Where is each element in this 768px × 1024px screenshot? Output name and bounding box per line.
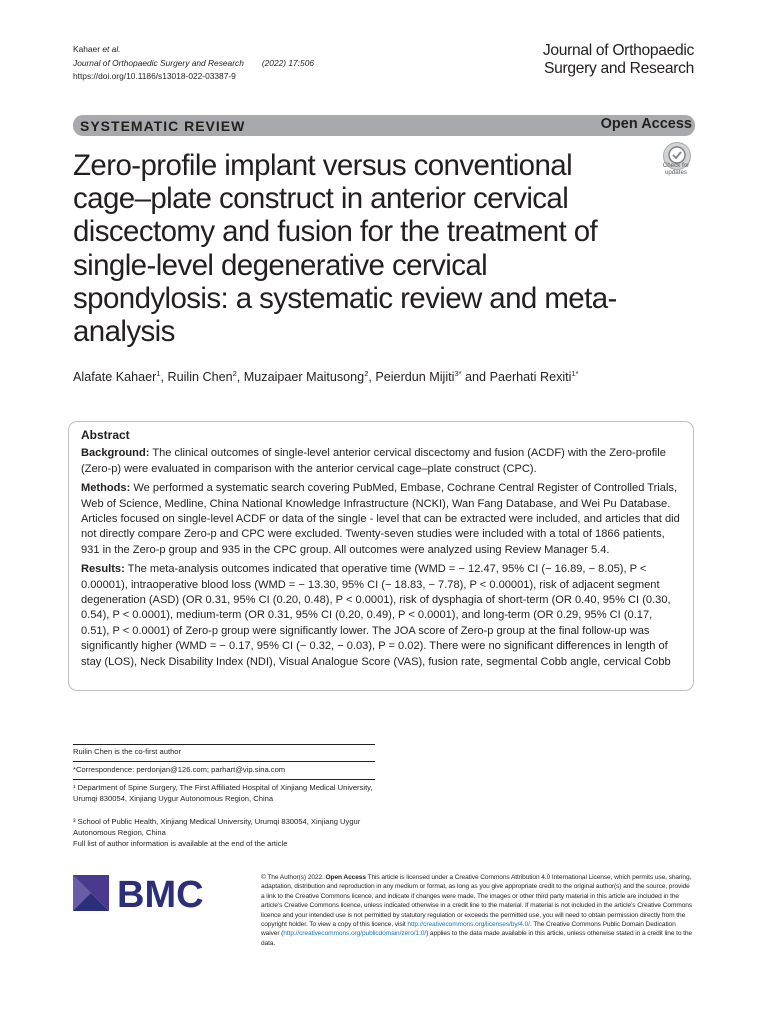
author-affiliation-marker: 1 — [156, 369, 161, 378]
affiliation-3: ³ School of Public Health, Xinjiang Medical University, Urumqi 830054, Xinjiang Uygur Autonomous Region, China — [73, 817, 361, 837]
author-affiliation-marker: 2 — [232, 369, 237, 378]
author-separator: , — [236, 370, 244, 385]
bmc-logo-text: BMC — [117, 874, 204, 914]
license-text — [261, 873, 693, 948]
author-affiliation-marker: 3* — [454, 369, 462, 378]
journal-title-line1: Journal of Orthopaedic — [542, 42, 694, 59]
author-name[interactable]: Alafate Kahaer — [73, 370, 157, 385]
header-year-volume: (2022) 17:506 — [261, 57, 315, 68]
journal-title-line2: Surgery and Research — [543, 59, 694, 77]
license-body-2: . The Creative Commons Public Domain Dedication waiver ( — [261, 921, 676, 938]
abstract-background-label: Background: — [81, 447, 150, 460]
license-link-cc-by[interactable]: http://creativecommons.org/licenses/by/4.0/ — [407, 921, 530, 929]
author-affiliation-marker: 2 — [364, 369, 369, 378]
author-affiliation-marker: 1* — [571, 369, 579, 378]
correspondence-note: *Correspondence: perdonjan@126.com; parhart@vip.sina.com — [73, 765, 286, 774]
check-for-updates-line2: updates — [664, 169, 688, 176]
article-title: Zero-profile implant versus conventional cage–plate construct in anterior cervical discectomy and fusion for the treatment of single-level degenerative cervical spondylosis: a systematic review and meta-analysis — [73, 149, 617, 349]
cofirst-note: Ruilin Chen is the co-first author — [73, 747, 182, 756]
journal-title — [500, 42, 694, 77]
abstract-methods-text: We performed a systematic search covering PubMed, Embase, Cochrane Central Register of Controlled Trials, Web of Science, Medline, China National Knowledge Infrastructure (NCKI), Wan Fang Database, and Wei Pu Database. Articles focused on single-level ACDF or data of the single - level that can be extracted were included, and articles that did not directly compare Zero-p and CPC were excluded. Twenty-seven studies were included with a total of 1866 patients, 931 in the Zero-p group and 935 in the CPC group. All outcomes were analyzed using Review Manager 5.4. — [81, 482, 680, 556]
abstract-methods-label: Methods: — [81, 482, 131, 495]
author-name[interactable]: Ruilin Chen — [167, 370, 233, 385]
license-link-cc0[interactable]: http://creativecommons.org/publicdomain/zero/1.0/ — [283, 930, 427, 938]
article-type-label: SYSTEMATIC REVIEW — [80, 118, 246, 134]
bmc-logo-graphic — [73, 872, 223, 914]
bmc-logo — [73, 872, 223, 914]
running-header — [73, 43, 314, 84]
header-author: Kahaer — [73, 44, 101, 54]
author-name[interactable]: Paerhati Rexiti — [489, 370, 572, 385]
header-etal: et al. — [102, 44, 121, 54]
header-journal: Journal of Orthopaedic Surgery and Research — [73, 57, 244, 68]
header-doi[interactable]: https://doi.org/10.1186/s13018-022-03387-9 — [73, 71, 236, 82]
abstract-box — [68, 421, 694, 691]
abstract-background-text: The clinical outcomes of single-level anterior cervical discectomy and fusion (ACDF) with the Zero-profile (Zero-p) were evaluated in comparison with the anterior cervical cage–plate construct (CPC). — [81, 447, 666, 475]
abstract-heading: Abstract — [81, 428, 130, 442]
footnote-rule-3 — [73, 779, 375, 780]
author-separator: , — [160, 370, 168, 385]
abstract-results — [81, 562, 681, 670]
abstract-results-label: Results: — [81, 563, 125, 576]
author-separator: , — [368, 370, 376, 385]
author-name[interactable]: Muzaipaer Maitusong — [243, 370, 365, 385]
abstract-background — [81, 446, 681, 477]
full-author-info-note: Full list of author information is available at the end of the article — [73, 839, 288, 848]
check-for-updates-label[interactable] — [652, 162, 700, 176]
author-name[interactable]: Peierdun Mijiti — [375, 370, 455, 385]
check-for-updates-line1: Check for — [662, 162, 690, 169]
author-list — [73, 366, 693, 385]
footnote-rule — [73, 744, 375, 745]
license-body-1: This article is licensed under a Creative Commons Attribution 4.0 International License, which permits use, sharing, adaptation, distribution and reproduction in any medium or format, as long as you give appropriate credit to the original author(s) and the source, provide a link to the Creative Commons licence, and indicate if changes were made. The images or other third party material in this article are included in the article’s Creative Commons licence, unless indicated otherwise in a credit line to the material. If material is not included in the article’s Creative Commons licence and your intended use is not permitted by statutory regulation or exceeds the permitted use, you will need to obtain permission directly from the copyright holder. To view a copy of this licence, visit — [261, 874, 693, 929]
open-access-label: Open Access — [600, 116, 692, 132]
copyright-notice: © The Author(s) 2022. — [261, 874, 326, 881]
affiliation-1: ¹ Department of Spine Surgery, The First Affiliated Hospital of Xinjiang Medical University, Urumqi 830054, Xinjiang Uygur Autonomous Region, China — [73, 783, 373, 803]
abstract-methods — [81, 481, 681, 558]
author-separator: and — [461, 370, 490, 385]
footnote-rule-2 — [73, 761, 375, 762]
license-open-access-label: Open Access — [325, 874, 366, 881]
license-body-3: ) applies to the data made available in this article, unless otherwise stated in a credit line to the data. — [261, 930, 693, 947]
abstract-results-text: The meta-analysis outcomes indicated that operative time (WMD = − 12.47, 95% CI (− 16.89, − 8.05), P < 0.00001), intraoperative blood loss (WMD = − 13.30, 95% CI (− 18.83, − 7.78), P < 0.00001), risk of adjacent segment degeneration (ASD) (OR 0.31, 95% CI (0.20, 0.48), P < 0.0001), risk of dysphagia of short-term (OR 0.40, 95% CI (0.30, 0.54), P < 0.0001), medium-term (OR 0.31, 95% CI (0.20, 0.49), P < 0.0001), and long-term (OR 0.29, 95% CI (0.17, 0.51), P < 0.0001) of Zero-p group were significantly lower. The JOA score of Zero-p group at the final follow-up was significantly higher (WMD = − 0.17, 95% CI (− 0.32, − 0.03), P = 0.02). There were no significant differences in length of stay (LOS), Neck Disability Index (NDI), Visual Analogue Score (VAS), fusion rate, segmental Cobb angle, cervical Cobb — [81, 563, 671, 668]
